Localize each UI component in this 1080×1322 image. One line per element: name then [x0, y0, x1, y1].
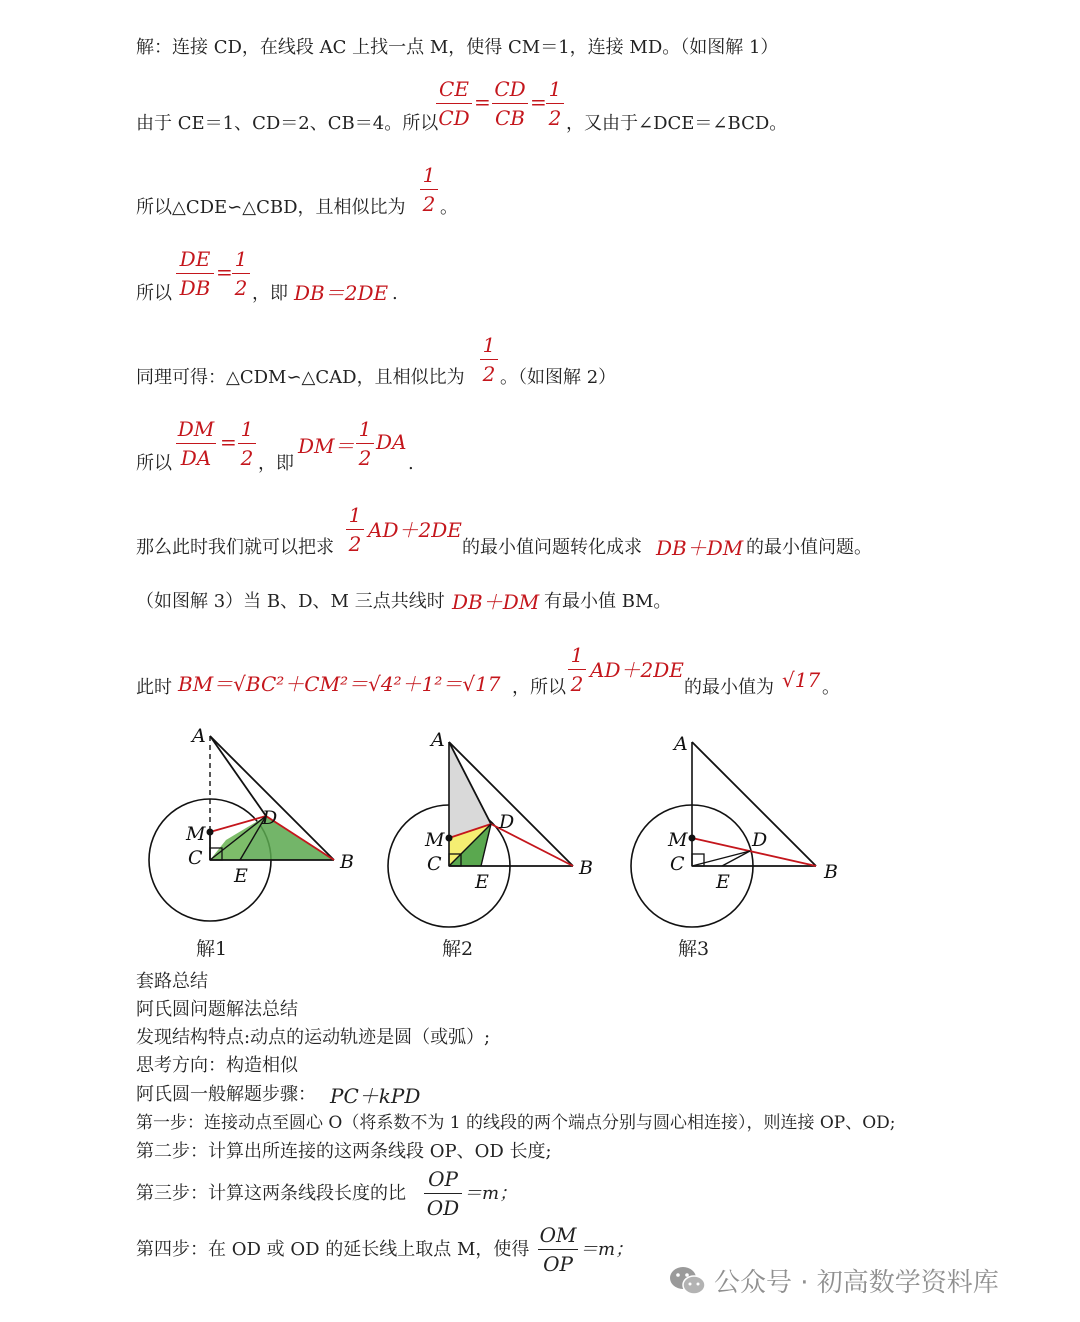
figure-3	[631, 733, 838, 927]
numerator: 1	[570, 643, 584, 667]
numerator: 1	[234, 247, 248, 271]
solution-line-9a: 此时	[136, 677, 172, 698]
expr-ad-2de: AD＋2DE	[368, 518, 462, 542]
denominator: CB	[495, 106, 525, 130]
fraction-one-half	[356, 416, 374, 471]
numerator: 1	[240, 417, 254, 441]
solution-line-3a: 所以△CDE∽△CBD，且相似比为	[136, 197, 406, 218]
fraction-one-half	[238, 416, 256, 471]
denominator: 2	[348, 532, 362, 556]
fraction-one-half	[232, 246, 250, 301]
bm-equation: BM＝√BC²＋CM²＝√4²＋1²＝√17	[178, 672, 501, 696]
label-a: A	[674, 733, 688, 755]
denominator: 2	[482, 362, 496, 386]
summary-line-5: 第一步：连接动点至圆心 O（将系数不为 1 的线段的两个端点分别与圆心相连接），则连接 OP、OD;	[136, 1113, 896, 1133]
label-e: E	[475, 871, 489, 893]
figure-caption-1: 解1	[196, 938, 228, 960]
solution-line-3b: 。	[440, 197, 458, 218]
summary-line-6: 第二步：计算出所连接的这两条线段 OP、OD 长度;	[136, 1141, 552, 1162]
solution-line-8c: 有最小值 BM。	[544, 591, 672, 612]
sqrt-17: √17	[782, 668, 821, 692]
solution-line-6a: 所以	[136, 453, 172, 474]
summary-line-4a: 阿氏圆一般解题步骤：	[136, 1084, 316, 1105]
fraction-one-half	[420, 162, 438, 217]
expr-ad-2de: AD＋2DE	[590, 658, 684, 682]
solution-line-2b: ，又由于∠DCE＝∠BCD。	[566, 113, 788, 134]
label-c: C	[427, 853, 442, 875]
fraction-om-op	[538, 1222, 578, 1277]
solution-line-7e: 的最小值问题。	[746, 537, 872, 558]
fraction-op-od	[424, 1166, 462, 1221]
figure-caption-2: 解2	[442, 938, 474, 960]
numerator: 1	[482, 333, 496, 357]
point-m	[207, 829, 214, 836]
summary-line-7b: ＝m；	[464, 1183, 518, 1204]
summary-line-3: 思考方向：构造相似	[136, 1055, 298, 1076]
denominator: DB	[179, 276, 211, 300]
label-b: B	[579, 857, 593, 879]
label-d: D	[262, 807, 278, 829]
solution-line-2a: 由于 CE＝1、CD＝2、CB＝4。所以	[136, 113, 439, 134]
denominator: 2	[234, 276, 248, 300]
line-de	[722, 851, 750, 866]
period: .	[392, 283, 398, 304]
numerator: DE	[179, 247, 211, 271]
solution-line-7a: 那么此时我们就可以把求	[136, 537, 334, 558]
numerator: OP	[428, 1167, 458, 1191]
solution-line-9c: ，所以	[512, 677, 566, 698]
summary-line-2: 发现结构特点:动点的运动轨迹是圆（或弧）;	[136, 1027, 491, 1048]
numerator: OM	[539, 1223, 577, 1247]
solution-line-4b: ，即	[252, 283, 288, 304]
summary-line-8a: 第四步：在 OD 或 OD 的延长线上取点 M，使得	[136, 1239, 530, 1260]
denominator: 2	[240, 446, 254, 470]
label-c: C	[670, 853, 685, 875]
expr-db-dm: DB＋DM	[452, 590, 540, 614]
denominator: 2	[358, 446, 372, 470]
solution-line-8a: （如图解 3）当 B、D、M 三点共线时	[136, 591, 445, 612]
period: .	[408, 453, 414, 474]
label-b: B	[824, 861, 838, 883]
fraction-one-half	[546, 76, 564, 131]
equals-sign: =	[220, 430, 237, 454]
solution-line-1: 解：连接 CD，在线段 AC 上找一点 M，使得 CM＝1，连接 MD。（如图解 1）	[136, 37, 779, 58]
label-c: C	[188, 847, 203, 869]
equals-sign: =	[216, 260, 233, 284]
denominator: 2	[548, 106, 562, 130]
wechat-icon	[668, 1264, 708, 1298]
numerator: 1	[548, 77, 562, 101]
expr-pc-kpd: PC＋kPD	[330, 1084, 421, 1108]
label-m: M	[668, 829, 688, 851]
numerator: 1	[358, 417, 372, 441]
summary-title: 套路总结	[136, 971, 208, 992]
numerator: CE	[439, 77, 469, 101]
period: 。	[822, 677, 840, 698]
fraction-one-half	[346, 502, 364, 557]
summary-line-1: 阿氏圆问题解法总结	[136, 999, 298, 1020]
fraction-ce-cd	[436, 76, 472, 131]
numerator: 1	[348, 503, 362, 527]
fraction-cd-cb	[492, 76, 528, 131]
label-a: A	[192, 725, 206, 747]
point-m	[446, 835, 453, 842]
label-d: D	[752, 829, 768, 851]
watermark-text: 公众号 · 初高数学资料库	[714, 1268, 999, 1298]
fraction-de-db	[176, 246, 214, 301]
denominator: OD	[426, 1196, 460, 1220]
equals-sign: =	[474, 90, 491, 114]
solution-line-7c: 的最小值问题转化成求	[462, 537, 642, 558]
figure-caption-3: 解3	[678, 938, 710, 960]
denominator: CD	[438, 106, 470, 130]
label-m: M	[186, 823, 206, 845]
equation-db-2de: DB＝2DE	[294, 281, 389, 305]
solution-line-5a: 同理可得：△CDM∽△CAD，且相似比为	[136, 367, 465, 388]
line-ad	[210, 736, 266, 816]
numerator: DM	[177, 417, 215, 441]
fraction-dm-da	[176, 416, 216, 471]
equation-dm: DM＝	[298, 434, 355, 458]
denominator: OP	[543, 1252, 573, 1276]
denominator: DA	[180, 446, 212, 470]
summary-line-7a: 第三步：计算这两条线段长度的比	[136, 1183, 406, 1204]
equals-sign: =	[530, 90, 547, 114]
label-m: M	[425, 829, 445, 851]
denominator: 2	[422, 192, 436, 216]
solution-line-4a: 所以	[136, 283, 172, 304]
solution-line-6b: ，即	[258, 453, 294, 474]
figure-1	[149, 725, 354, 921]
geometry-figures	[130, 720, 990, 970]
fraction-one-half	[480, 332, 498, 387]
point-m	[689, 835, 696, 842]
numerator: CD	[494, 77, 526, 101]
solution-line-5b: 。（如图解 2）	[500, 367, 617, 388]
denominator: 2	[570, 672, 584, 696]
figure-2	[388, 729, 593, 927]
label-d: D	[499, 811, 515, 833]
label-e: E	[716, 871, 730, 893]
fraction-one-half	[568, 642, 586, 697]
triangle-cad-fill	[449, 742, 491, 838]
label-e: E	[234, 865, 248, 887]
summary-line-8b: ＝m；	[580, 1239, 634, 1260]
equation-da: DA	[376, 430, 407, 454]
numerator: 1	[422, 163, 436, 187]
expr-db-dm: DB＋DM	[656, 536, 744, 560]
solution-line-9e: 的最小值为	[684, 677, 774, 698]
line-cd	[692, 851, 750, 866]
label-b: B	[340, 851, 354, 873]
label-a: A	[431, 729, 445, 751]
